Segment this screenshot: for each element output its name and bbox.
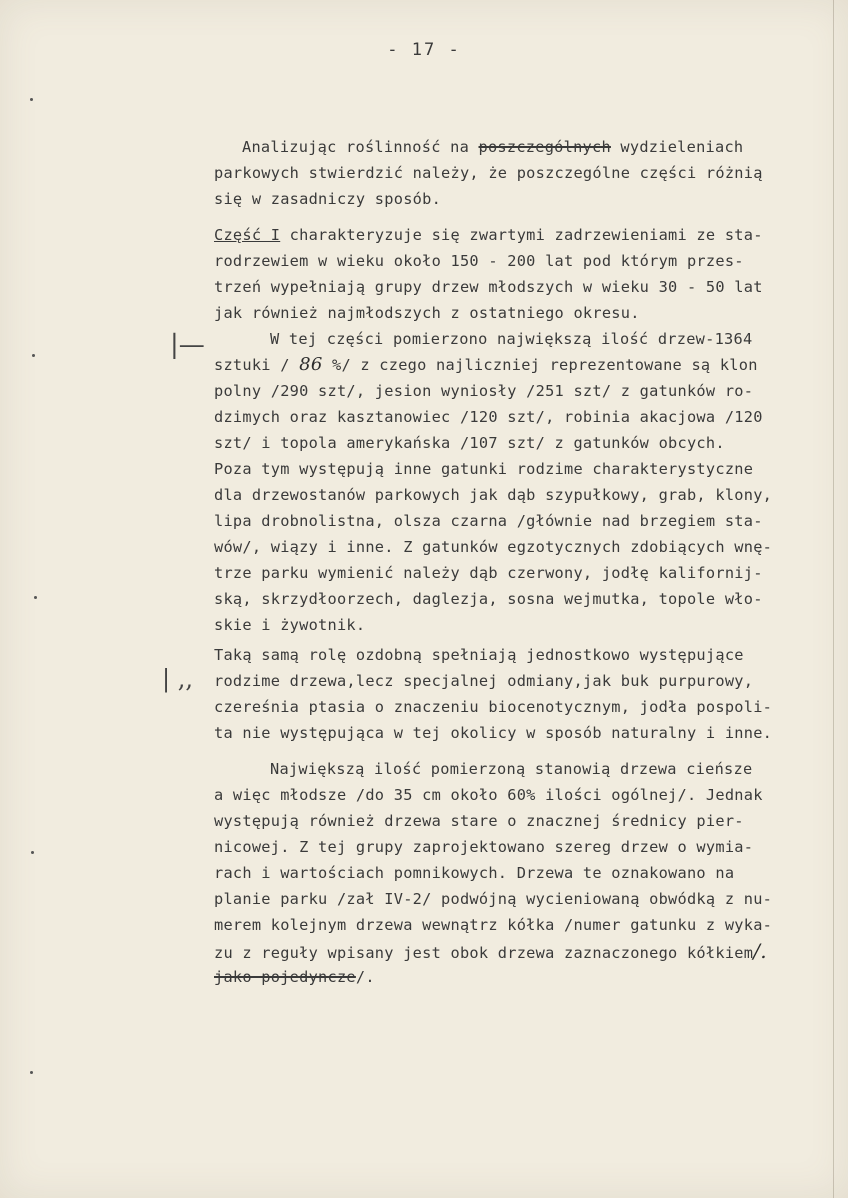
text-line: ta nie występująca w tej okolicy w sposób naturalny i inne. [214,724,773,742]
text-line: jak również najmłodszych z ostatniego okresu. [214,304,640,322]
text-line: wów/, wiązy i inne. Z gatunków egzotycznych zdobiących wnę- [214,538,773,556]
text-line: dzimych oraz kasztanowiec /120 szt/, robinia akacjowa /120 [214,408,763,426]
margin-dot [30,1071,33,1074]
page-number: - 17 - [387,40,461,60]
text-line: sztuki / 86 %/ z czego najliczniej reprezentowane są klon [214,354,758,375]
text-line: trze parku wymienić należy dąb czerwony, jodłę kalifornij- [214,564,763,582]
text-line: parkowych stwierdzić należy, że poszczególne części różnią [214,164,763,182]
margin-dot [34,596,37,599]
text-line: się w zasadniczy sposób. [214,190,442,208]
text-line: szt/ i topola amerykańska /107 szt/ z gatunków obcych. [214,434,725,452]
text-line: rodrzewiem w wieku około 150 - 200 lat pod którym przes- [214,252,744,270]
text-line: Poza tym występują inne gatunki rodzime charakterystyczne [214,460,754,478]
struck-text: poszczególnych [478,138,611,156]
margin-pencil-mark: | ,, [162,665,193,693]
text-line: Największą ilość pomierzoną stanowią drzewa cieńsze [270,760,753,778]
text-line: trzeń wypełniają grupy drzew młodszych w wieku 30 - 50 lat [214,278,763,296]
text-line: występują również drzewa stare o znacznej średnicy pier- [214,812,744,830]
text-line: ską, skrzydłoorzech, daglezja, sosna wejmutka, topole wło- [214,590,763,608]
text-line: skie i żywotnik. [214,616,366,634]
margin-pencil-mark: |— [170,330,205,360]
text-line: rach i wartościach pomnikowych. Drzewa te oznakowano na [214,864,735,882]
text-line: a więc młodsze /do 35 cm około 60% ilości ogólnej/. Jednak [214,786,763,804]
margin-dot [31,851,34,854]
handwritten-number: 86 [299,354,323,375]
text-line: rodzime drzewa,lecz specjalnej odmiany,jak buk purpurowy, [214,672,754,690]
text-line: dla drzewostanów parkowych jak dąb szypułkowy, grab, klony, [214,486,773,504]
text-line: lipa drobnolistna, olsza czarna /głównie nad brzegiem sta- [214,512,763,530]
page-edge [833,0,834,1198]
section-label: Część I [214,226,281,244]
text-line: Taką samą rolę ozdobną spełniają jednostkowo występujące [214,646,744,664]
text-line: merem kolejnym drzewa wewnątrz kółka /numer gatunku z wyka- [214,916,773,934]
text-line: jako pojedyncze/. [214,968,375,986]
handwritten-mark: /. [753,939,767,963]
text-line: W tej części pomierzono największą ilość drzew-1364 [270,330,753,348]
text-line: czereśnia ptasia o znaczeniu biocenotycznym, jodła pospoli- [214,698,773,716]
text-line: polny /290 szt/, jesion wyniosły /251 szt/ z gatunków ro- [214,382,754,400]
text-line: planie parku /zał IV-2/ podwójną wycieniowaną obwódką z nu- [214,890,773,908]
text-line: Analizując roślinność na poszczególnych wydzieleniach [242,138,744,156]
text-line: nicowej. Z tej grupy zaprojektowano szereg drzew o wymia- [214,838,754,856]
text-line: Część I charakteryzuje się zwartymi zadrzewieniami ze sta- [214,226,763,244]
margin-dot [32,354,35,357]
struck-text: jako pojedyncze [214,968,356,986]
margin-dot [30,98,33,101]
text-line: zu z reguły wpisany jest obok drzewa zaznaczonego kółkiem/. [214,939,767,963]
